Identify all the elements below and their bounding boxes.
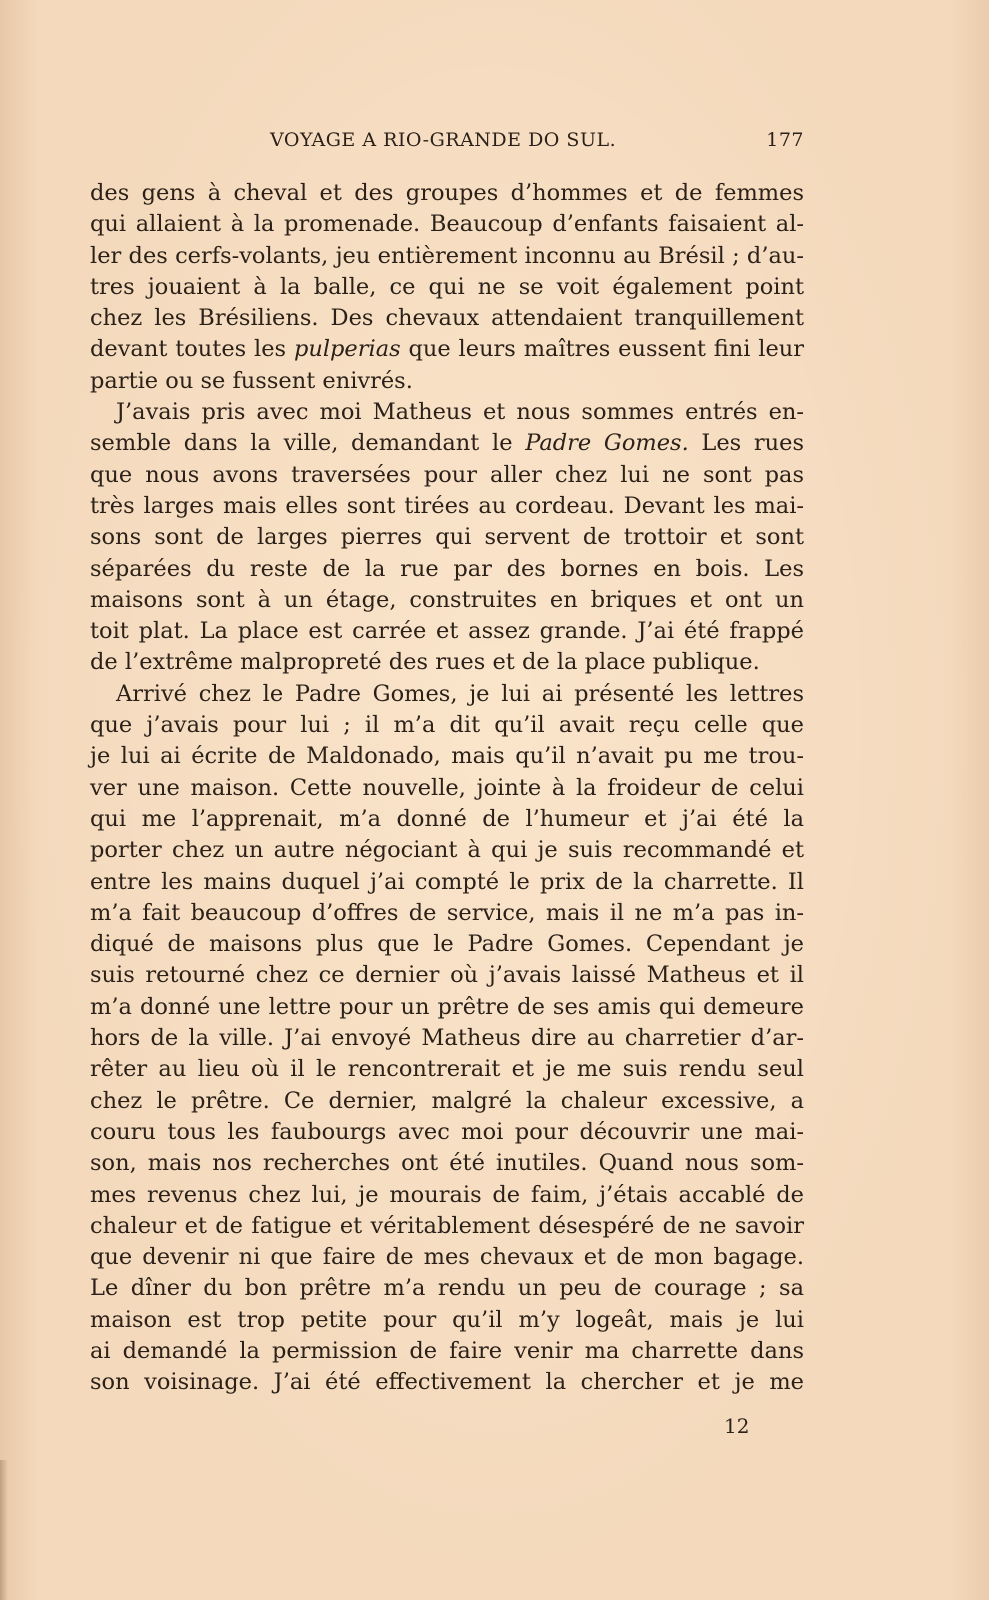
text-line [90,428,804,459]
text-line: hors de la ville. J’ai envoyé Matheus dire au charretier d’ar- [90,1025,804,1052]
text-line: je lui ai écrite de Maldonado, mais qu’il n’avait pu me trou- [90,743,804,770]
text-line: mes revenus chez lui, je mourais de faim, j’étais accablé de [90,1181,804,1208]
text-line: Le dîner du bon prêtre m’a rendu un peu de courage ; sa [90,1275,804,1302]
text-line: maisons sont à un étage, construites en briques et ont un [90,586,804,613]
running-head [90,129,804,159]
text-line: J’avais pris avec moi Matheus et nous sommes entrés en- [116,399,804,426]
text-line: toit plat. La place est carrée et assez grande. J’ai été frappé [90,618,804,645]
text-segment: devant toutes les [90,336,294,363]
text-line: de l’extrême malpropreté des rues et de la place publique. [90,649,760,676]
text-line: des gens à cheval et des groupes d’hommes et de femmes [90,180,804,206]
text-line: maison est trop petite pour qu’il m’y logeât, mais je lui [90,1306,804,1333]
italic-term: Padre Gomes. [525,430,689,457]
text-line: porter chez un autre négociant à qui je suis recommandé et [90,837,804,864]
text-line: son voisinage. J’ai été effectivement la chercher et je me [90,1369,804,1396]
text-line: très larges mais elles sont tirées au cordeau. Devant les mai- [90,492,804,519]
text-line: Arrivé chez le Padre Gomes, je lui ai présenté les lettres [116,680,804,707]
text-line: partie ou se fussent enivrés. [90,367,413,394]
text-line: m’a fait beaucoup d’offres de service, mais il ne m’a pas in- [90,899,804,926]
text-line: ler des cerfs-volants, jeu entièrement inconnu au Brésil ; d’au- [90,242,804,269]
text-segment: semble dans la ville, demandant le [90,430,526,457]
text-line: chez les Brésiliens. Des chevaux attendaient tranquillement [90,305,804,332]
text-line: ver une maison. Cette nouvelle, jointe à la froideur de celui [90,774,804,801]
text-line: son, mais nos recherches ont été inutiles. Quand nous som- [90,1150,804,1177]
text-line: ai demandé la permission de faire venir ma charrette dans [90,1337,804,1364]
running-title: VOYAGE A RIO-GRANDE DO SUL. [270,129,617,151]
signature-mark: 12 [724,1414,750,1438]
page-edge-shadow [0,1460,8,1600]
text-line: que j’avais pour lui ; il m’a dit qu’il avait reçu celle que [90,712,804,739]
text-line: m’a donné une lettre pour un prêtre de ses amis qui demeure [90,993,804,1020]
text-line: entre les mains duquel j’ai compté le prix de la charrette. Il [90,868,804,895]
text-line: chez le prêtre. Ce dernier, malgré la chaleur excessive, a [90,1087,804,1114]
text-line: qui me l’apprenait, m’a donné de l’humeur et j’ai été la [90,805,804,832]
text-line [90,334,804,365]
text-line: tres jouaient à la balle, ce qui ne se voit également point [90,273,804,300]
text-line: qui allaient à la promenade. Beaucoup d’enfants faisaient al- [90,211,804,238]
text-line: rêter au lieu où il le rencontrerait et je me suis rendu seul [90,1056,804,1083]
text-line: couru tous les faubourgs avec moi pour découvrir une mai- [90,1118,804,1145]
text-line: que nous avons traversées pour aller chez lui ne sont pas [90,461,804,488]
page-number: 177 [766,129,804,151]
text-line: que devenir ni que faire de mes chevaux et de mon bagage. [90,1244,804,1271]
body-text [90,178,804,1399]
text-line: sons sont de larges pierres qui servent de trottoir et sont [90,524,804,551]
text-segment: que leurs maîtres eussent fini leur [400,336,805,363]
text-line: suis retourné chez ce dernier où j’avais laissé Matheus et il [90,962,804,989]
italic-term: pulperias [293,336,401,363]
text-segment: Les rues [688,430,805,457]
text-line: séparées du reste de la rue par des bornes en bois. Les [90,555,804,582]
text-line: chaleur et de fatigue et véritablement désespéré de ne savoir [90,1212,804,1239]
text-line: diqué de maisons plus que le Padre Gomes. Cependant je [90,931,804,958]
